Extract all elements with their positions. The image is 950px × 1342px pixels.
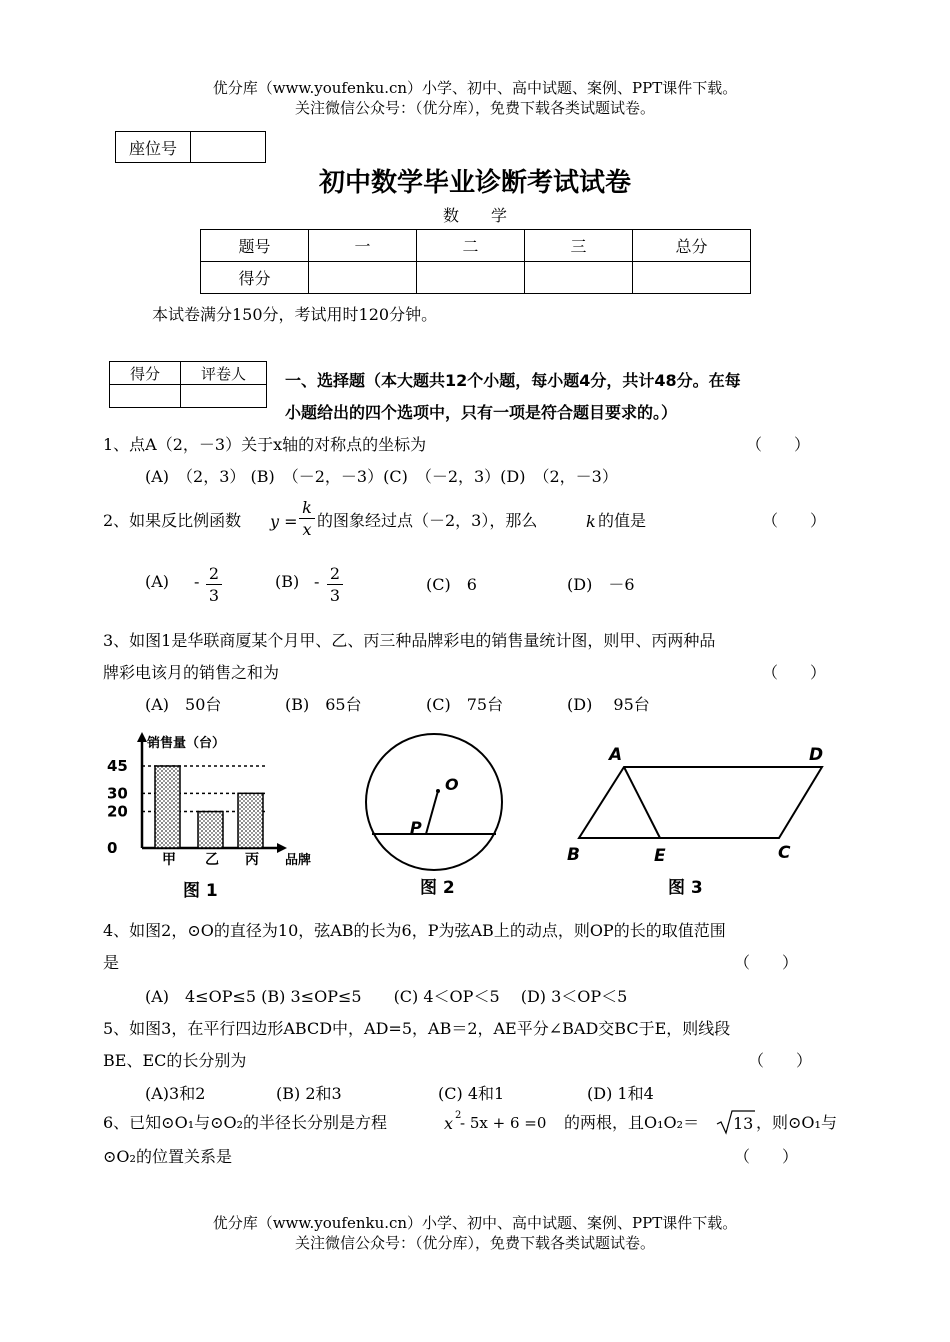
seat-label: 座位号 [116,132,191,163]
y-tick-label: 45 [107,757,128,775]
label-a: A [609,745,623,765]
q3-answer-paren[interactable]: （ ） [762,663,827,682]
q6-line-2: ⊙O₂的位置关系是 [103,1147,232,1166]
q2-option-a-fraction [206,564,222,607]
page-title: 初中数学毕业诊断考试试卷 [318,168,631,198]
q4-answer-paren[interactable]: （ ） [734,953,799,972]
q1-options: (A) （2，3） (B) （－2，－3）(C) （－2，3）(D) （2，－3） [145,467,618,486]
q2-option-b-label: (B) [275,572,300,591]
figure-2-circle [360,730,510,875]
score-header-cell: 二 [417,230,525,262]
header-line-1: 优分库（www.youfenku.cn）小学、初中、高中试题、案例、PPT课件下载。 [212,79,738,97]
section-heading-line-1: 一、选择题（本大题共12个小题，每小题4分，共计48分。在每 [285,371,741,390]
seat-value-cell[interactable] [191,132,266,163]
q2-option-c: (C) 6 [426,575,477,594]
x-axis-arrow [277,843,287,853]
q2-stem-a: 2、如果反比例函数 [103,511,242,530]
score-header-cell: 题号 [201,230,309,262]
q4-line-2: 是 [103,953,120,972]
grader-score-cell[interactable] [110,385,181,408]
score-input-cell[interactable] [525,262,633,294]
label-p: P [410,818,422,837]
q6-stem-c: ，则⊙O₁与 [756,1113,837,1132]
y-axis-arrow [137,732,147,742]
header-line-2: 关注微信公众号：（优分库），免费下载各类试题试卷。 [294,99,655,117]
grader-name-label: 评卷人 [181,362,267,385]
bar-甲 [155,766,180,848]
seat-number-box [115,131,266,163]
y-tick-label: 30 [107,784,128,803]
q2-func-num: k [299,498,315,519]
q2-option-a-sign: - [194,572,200,591]
q6-stem-a: 6、已知⊙O₁与⊙O₂的半径长分别是方程 [103,1113,388,1132]
q2-option-b-den: 3 [329,586,341,605]
score-input-cell[interactable] [309,262,417,294]
q2-option-a-den: 3 [208,586,220,605]
figure-1-bar-chart [105,730,320,870]
figure-1-label: 图 1 [183,881,218,901]
q5-option-b: (B) 2和3 [276,1084,342,1103]
q2-option-a-label: (A) [145,572,170,591]
x-category-label: 丙 [245,852,259,868]
grader-table [109,361,267,408]
q3-line-1: 3、如图1是华联商厦某个月甲、乙、丙三种品牌彩电的销售量统计图，则甲、丙两种品 [103,631,716,650]
q2-option-a-num: 2 [206,564,222,585]
footer-line-1: 优分库（www.youfenku.cn）小学、初中、高中试题、案例、PPT课件下载。 [212,1214,738,1232]
label-c: C [778,843,791,863]
q4-options: (A) 4≤OP≤5 (B) 3≤OP≤5 (C) 4＜OP＜5 (D) 3＜OP＜5 [145,987,628,1006]
score-header-cell: 三 [525,230,633,262]
x-category-label: 乙 [205,852,219,868]
grader-score-label: 得分 [110,362,181,385]
q2-answer-paren[interactable]: （ ） [762,511,827,530]
score-row-label: 得分 [201,262,309,294]
chart-ylabel: 销售量（台） [147,736,226,751]
score-table [200,229,751,294]
q2-option-b-num: 2 [327,564,343,585]
q6-sqrt-value: 13 [733,1114,754,1133]
q2-func-y: y = [270,512,298,531]
q3-option-b: (B) 65台 [285,695,362,714]
segment-op [426,791,438,834]
q5-line-1: 5、如图3，在平行四边形ABCD中，AD=5，AB＝2，AE平分∠BAD交BC于E，则线段 [103,1019,731,1038]
q2-k: k [586,512,596,531]
q5-option-d: (D) 1和4 [587,1084,654,1103]
q2-option-d: (D) －6 [567,575,635,594]
exam-note: 本试卷满分150分，考试用时120分钟。 [152,305,438,324]
q1-answer-paren[interactable]: （ ） [746,435,811,454]
parallelogram-abcd [579,767,822,838]
figure-2-label: 图 2 [420,878,455,898]
segment-ae [624,767,660,838]
subject-label: 数 学 [442,206,507,225]
q5-option-a: (A)3和2 [145,1084,206,1103]
q6-eq-rest: - 5x + 6 =0 [460,1114,547,1132]
q2-func-den: x [302,520,312,539]
q3-line-2: 牌彩电该月的销售之和为 [103,663,280,682]
figure-3-label: 图 3 [668,878,703,898]
y-tick-label: 20 [107,802,128,821]
y-tick-label: 0 [107,839,118,857]
label-e: E [654,846,666,866]
label-o: O [445,775,459,794]
q6-eq-x: x [444,1114,454,1133]
q2-option-b-sign: - [314,572,320,591]
bar-丙 [238,793,263,848]
grader-name-cell[interactable] [181,385,267,408]
q5-answer-paren[interactable]: （ ） [748,1051,813,1070]
q2-func-fraction [299,498,315,541]
score-input-cell[interactable] [633,262,751,294]
score-header-cell: 总分 [633,230,751,262]
q2-option-b-fraction [327,564,343,607]
q6-answer-paren[interactable]: （ ） [734,1147,799,1166]
q5-line-2: BE、EC的长分别为 [103,1051,247,1070]
q3-option-c: (C) 75台 [426,695,504,714]
bar-乙 [198,812,223,848]
section-heading-line-2: 小题给出的四个选项中，只有一项是符合题目要求的。） [285,403,678,422]
q1-stem: 1、点A（2，－3）关于x轴的对称点的坐标为 [103,435,427,454]
figure-3-parallelogram [560,738,840,870]
q2-stem-c: 的值是 [598,511,647,530]
chart-xlabel: 品牌 [285,853,312,868]
label-d: D [809,745,824,765]
q3-option-a: (A) 50台 [145,695,222,714]
footer-line-2: 关注微信公众号：（优分库），免费下载各类试题试卷。 [294,1234,655,1252]
q6-eq-sup: 2 [455,1110,462,1121]
score-header-cell: 一 [309,230,417,262]
q2-stem-b: 的图象经过点（－2，3），那么 [317,511,538,530]
q6-stem-b: 的两根，且O₁O₂＝ [564,1113,700,1132]
label-b: B [567,845,580,865]
q4-line-1: 4、如图2，⊙O的直径为10，弦AB的长为6，P为弦AB上的动点，则OP的长的取值范围 [103,921,726,940]
score-input-cell[interactable] [417,262,525,294]
x-category-label: 甲 [162,852,176,868]
q5-option-c: (C) 4和1 [438,1084,505,1103]
point-o [436,789,440,793]
q3-option-d: (D) 95台 [567,695,650,714]
